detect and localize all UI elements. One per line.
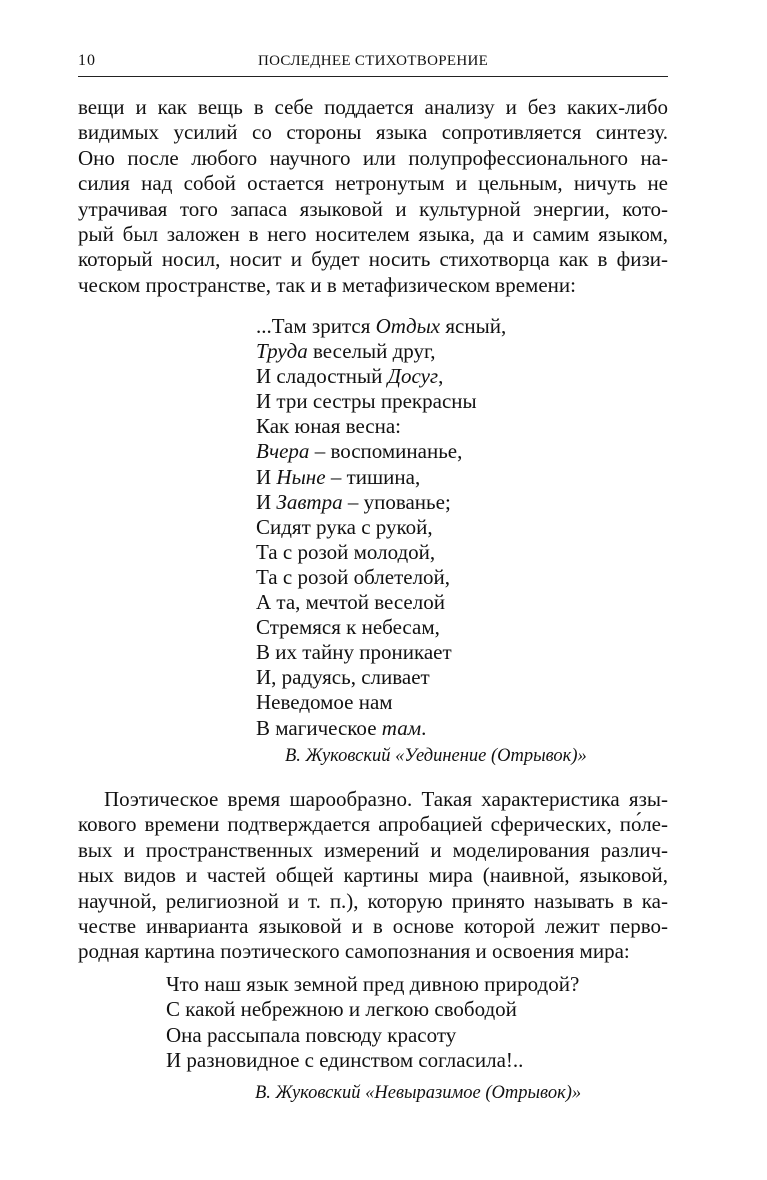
verse-line: Та с розой молодой,: [256, 539, 436, 564]
paragraph-line: научной, религиозной и т. п.), которую принято называть в ка-: [78, 888, 668, 913]
verse-line: В магическое там.: [256, 715, 427, 740]
poem-attribution: В. Жуковский «Невыразимое (Отрывок)»: [255, 1083, 582, 1103]
paragraph-1: [78, 95, 668, 298]
paragraph-2: [78, 787, 668, 965]
paragraph-line: утрачивая того запаса языковой и культурной энергии, кото-: [78, 196, 668, 221]
paragraph-line: ных видов и частей общей картины мира (наивной, языковой,: [78, 863, 668, 888]
verse-line: Труда веселый друг,: [256, 339, 436, 364]
verse-line: С какой небрежною и легкою свободой: [166, 997, 517, 1022]
poem-uedinenie: [256, 314, 506, 741]
verse-line: Неведомое нам: [256, 690, 393, 715]
verse-line: Что наш язык земной пред дивною природой?: [166, 972, 580, 996]
verse-line: И разновидное с единством согласила!..: [166, 1048, 524, 1073]
paragraph-line: родная картина поэтического самопознания и освоения мира:: [78, 939, 630, 964]
verse-line: Стремяся к небесам,: [256, 615, 440, 640]
paragraph-line: кового времени подтверждается апробацией сферических, по́ле-: [78, 812, 668, 837]
paragraph-line: вых и пространственных измерений и моделирования различ-: [78, 837, 668, 862]
verse-line: И Ныне – тишина,: [256, 464, 421, 489]
paragraph-line: видимых усилий со стороны языка сопротивляется синтезу.: [78, 120, 668, 145]
paragraph-line: Оно после любого научного или полупрофессионального на-: [78, 145, 668, 170]
verse-line: В их тайну проникает: [256, 640, 452, 665]
paragraph-line: рый был заложен в него носителем языка, да и самим языком,: [78, 222, 668, 247]
paragraph-line: ческом пространстве, так и в метафизическом времени:: [78, 272, 576, 297]
paragraph-line: силия над собой остается нетронутым и цельным, ничуть не: [78, 171, 668, 196]
verse-line: Вчера – воспоминанье,: [256, 439, 463, 464]
paragraph-line: вещи и как вещь в себе поддается анализу и без каких-либо: [78, 95, 668, 119]
poem-attribution: В. Жуковский «Уединение (Отрывок)»: [285, 746, 587, 766]
paragraph-line: который носил, носит и будет носить стихотворца как в физи-: [78, 247, 668, 272]
verse-line: И сладостный Досуг,: [256, 364, 444, 389]
verse-line: И три сестры прекрасны: [256, 389, 477, 414]
page-header: [78, 46, 668, 77]
paragraph-line: честве инварианта языковой и в основе которой лежит перво-: [78, 914, 668, 939]
verse-line: Как юная весна:: [256, 414, 402, 439]
verse-line: И, радуясь, сливает: [256, 665, 430, 690]
verse-line: Она рассыпала повсюду красоту: [166, 1022, 457, 1047]
poem-nevyrazimoe: [166, 972, 579, 1074]
verse-line: А та, мечтой веселой: [256, 590, 445, 615]
verse-line: И Завтра – упованье;: [256, 489, 451, 514]
paragraph-line: Поэтическое время шарообразно. Такая характеристика язы-: [104, 787, 668, 811]
verse-line: Сидят рука с рукой,: [256, 514, 433, 539]
verse-line: ...Там зрится Отдых ясный,: [256, 314, 507, 338]
running-title: ПОСЛЕДНЕЕ СТИХОТВОРЕНИЕ: [257, 53, 489, 69]
verse-line: Та с розой облетелой,: [256, 564, 451, 589]
page-number: 10: [78, 52, 96, 69]
